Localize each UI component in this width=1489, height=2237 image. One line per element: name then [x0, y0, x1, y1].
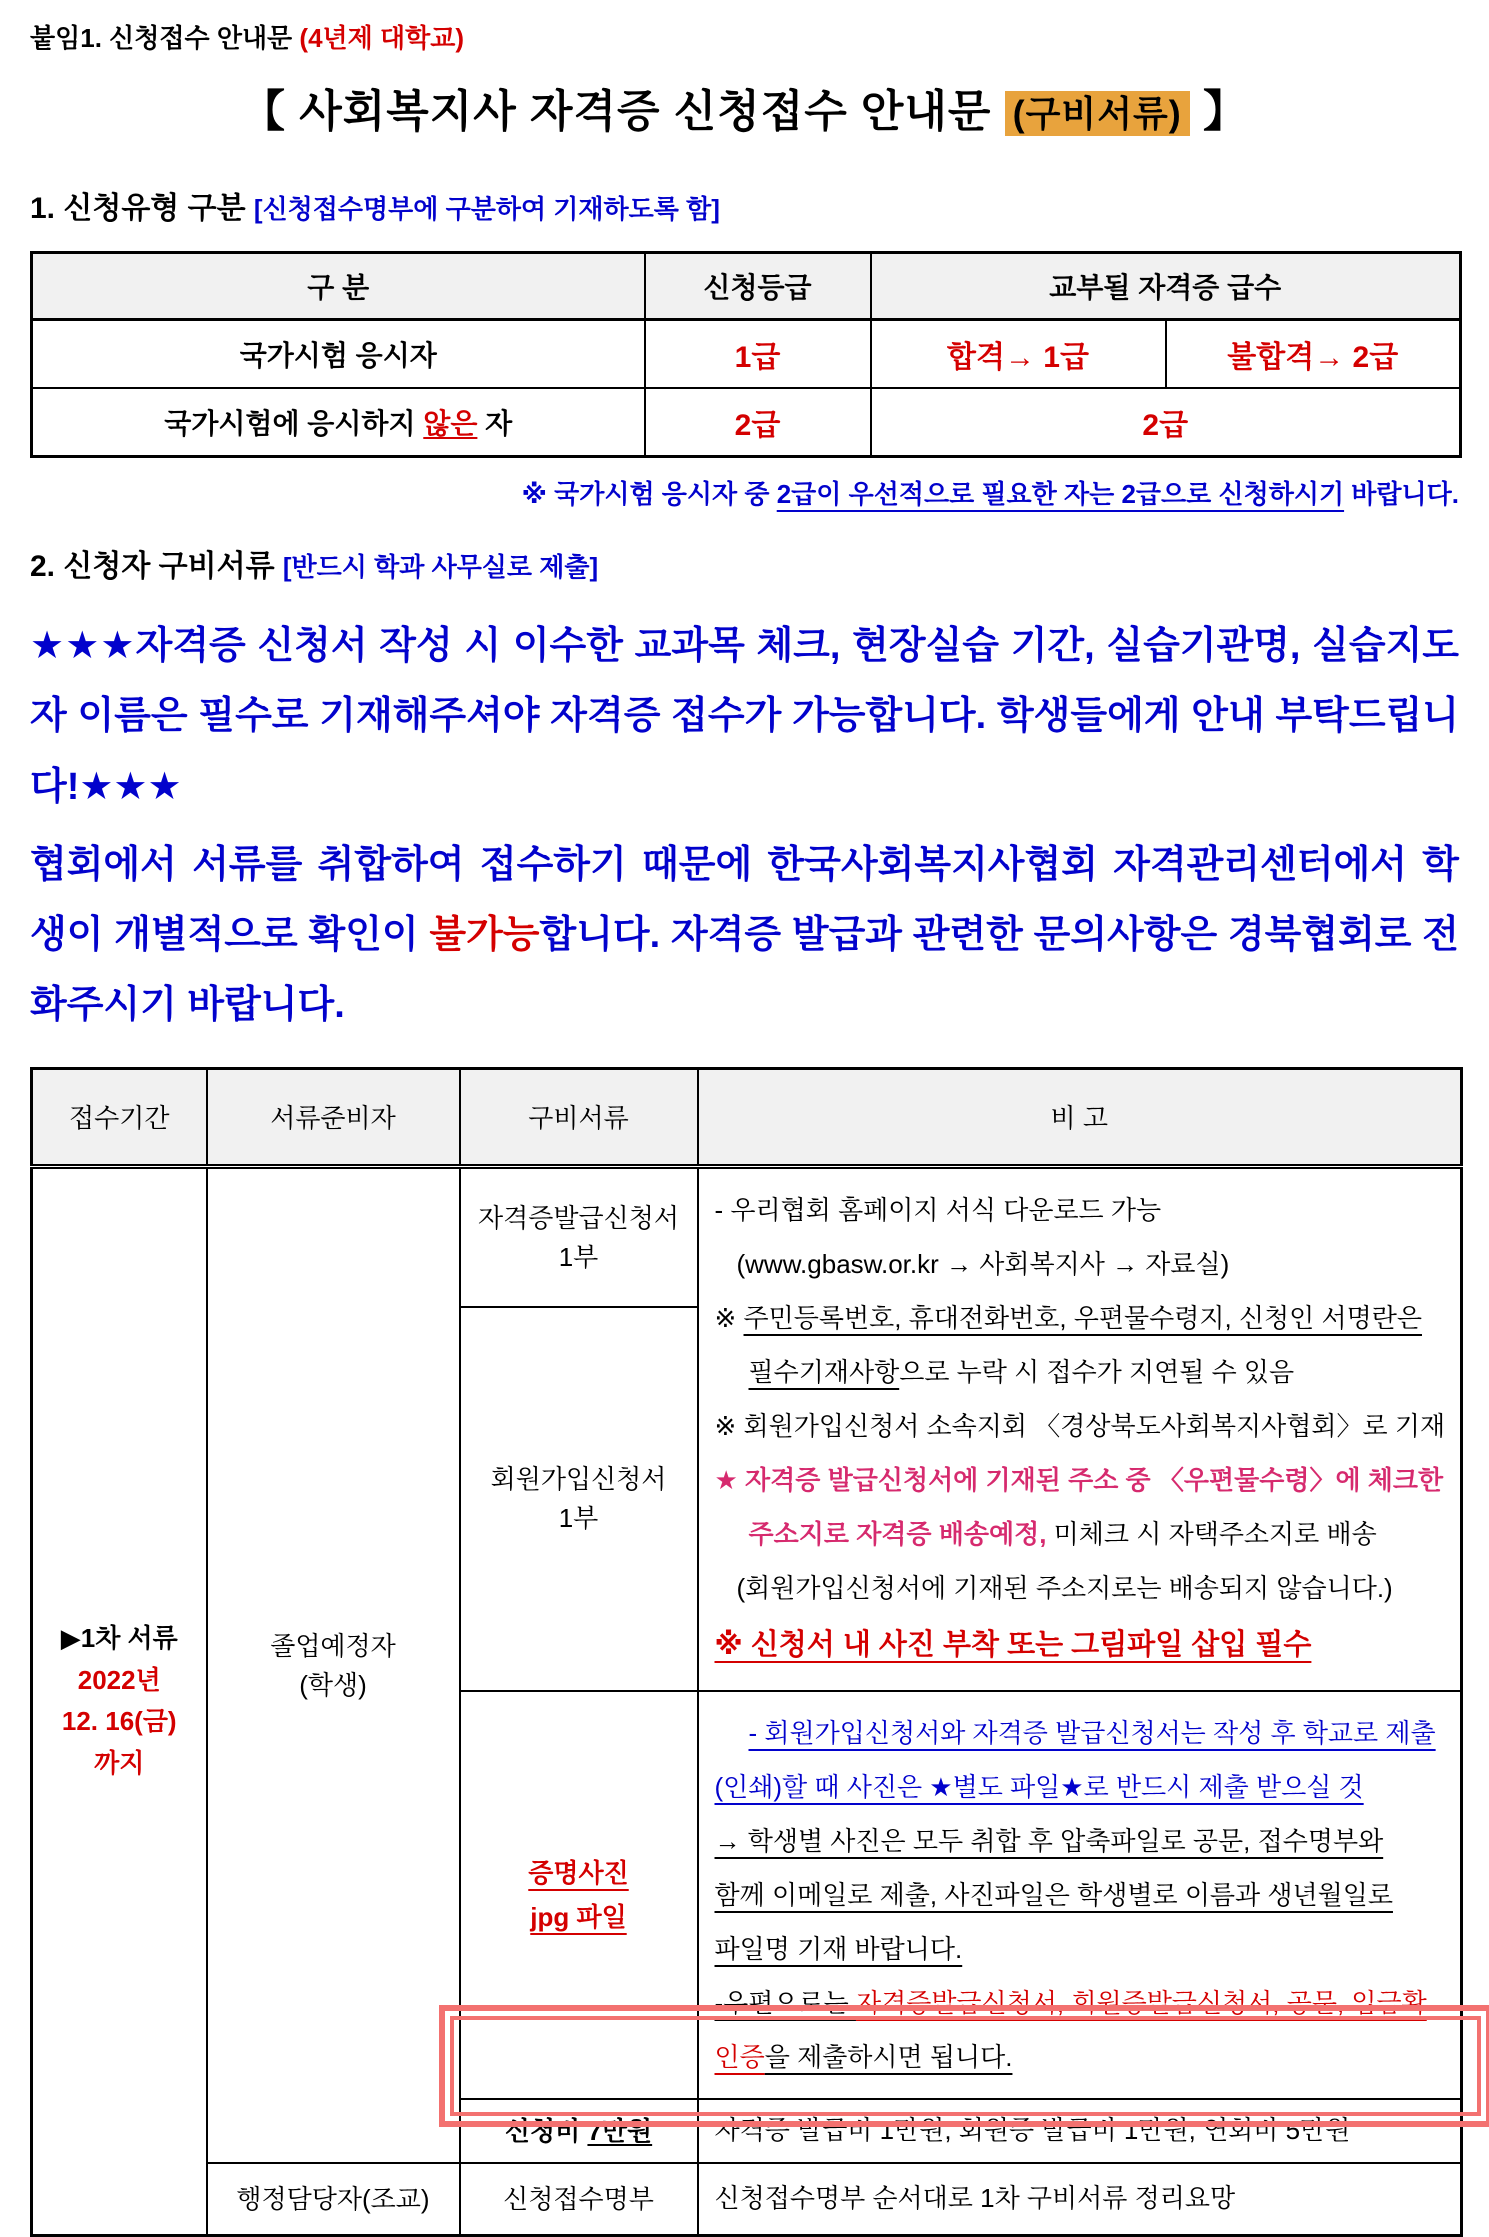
remark-delivery [715, 1507, 1451, 1561]
remark-required-underlined: 주민등록번호, 휴대전화번호, 우편물수령지, 신청인 서명란은 [743, 1302, 1422, 1333]
row-roster [32, 2163, 1462, 2235]
cell-exam-category: 국가시험 응시자 [32, 320, 645, 389]
grade-table-header-issued: 교부될 자격증 급수 [871, 253, 1461, 320]
cell-doc-cert-application [460, 1166, 698, 1307]
remark-required2-underlined: 필수기재사항 [748, 1357, 900, 1388]
cell-noexam-issued: 2급 [871, 388, 1461, 457]
mail-docs2-red: 인증 [714, 2042, 765, 2073]
photo-remark-email: 함께 이메일로 제출, 사진파일은 학생별로 이름과 생년월일로 [714, 1879, 1393, 1910]
notice1-text: ★★★자격증 신청서 작성 시 이수한 교과목 체크, 현장실습 기간, 실습기관명, 실습지도자 이름은 필수로 기재해주셔야 자격증 접수가 가능합니다. 학생들에게 안내 부탁드립니다!★★★ [30, 625, 1459, 808]
noexam-emphasis: 않은 [423, 408, 478, 439]
remark-url-path: (www.gbasw.or.kr → 사회복지사 → 자료실) [736, 1248, 1230, 1279]
grade-table-header-row [32, 253, 1461, 320]
cell-remarks-top [698, 1166, 1462, 1690]
mail-docs-pre: -우편으로는 [714, 1988, 856, 2019]
remark-required-fields [715, 1291, 1451, 1345]
cell-preparer-admin: 행정담당자(조교) [207, 2163, 460, 2235]
mail-docs-red: 자격증발급신청서, 회원증발급신청서, 공문, 입금확 [855, 1988, 1427, 2019]
remark-no-delivery: (회원가입신청서에 기재된 주소지로는 배송되지 않습니다.) [736, 1573, 1393, 1604]
title-text: 【 사회복지사 자격증 신청접수 안내문 [240, 87, 1005, 136]
period-line1: ▶1차 서류 [60, 1623, 178, 1654]
note-pre: ※ 국가시험 응시자 중 [521, 479, 777, 509]
title-close-bracket: 】 [1189, 87, 1248, 136]
attachment-line [30, 0, 1459, 55]
section1-note: [신청접수명부에 구분하여 기재하도록 함] [253, 194, 720, 224]
section2-note: [반드시 학과 사무실로 제출] [282, 552, 599, 582]
cell-exam-pass: 합격→ 1급 [871, 320, 1166, 389]
photo-remark-zip: → 학생별 사진은 모두 취합 후 압축파일로 공문, 접수명부와 [714, 1825, 1384, 1856]
preparer-student-line2: (학생) [299, 1669, 367, 1700]
noexam-post: 자 [477, 408, 513, 439]
fee-label-pre: 신청비 [504, 2115, 588, 2146]
documents-table [30, 1067, 1463, 2237]
remark-required-fields-2 [715, 1345, 1451, 1399]
period-line2: 2022년 [77, 1664, 161, 1695]
roster-remark-text: 신청접수명부 순서대로 1차 구비서류 정리요망 [714, 2183, 1236, 2214]
remark-branch: ※ 회원가입신청서 소속지회 〈경상북도사회복지사협회〉로 기재 [714, 1411, 1446, 1442]
section2-title: 2. 신청자 구비서류 [30, 550, 283, 583]
note-underlined: 2급이 우선적으로 필요한 자는 2급으로 신청하시기 [776, 479, 1345, 509]
period-line4: 까지 [94, 1747, 145, 1778]
remark-delivery-rest: 미체크 시 자택주소지로 배송 [1046, 1519, 1377, 1550]
cell-doc-member-application [460, 1307, 698, 1690]
cell-fee-remark [698, 2099, 1462, 2163]
photo-line2: jpg 파일 [530, 1901, 627, 1932]
photo-remark-separate-file: (인쇄)할 때 사진은 ★별도 파일★로 반드시 제출 받으실 것 [714, 1771, 1364, 1802]
cell-noexam-grade: 2급 [645, 388, 871, 457]
notice2-tail: 합니다. 자격증 발급과 관련한 문의사항은 경북협회로 전화주시기 바랍니다. [30, 914, 1459, 1027]
grade-table-header-category: 구 분 [32, 253, 645, 320]
header-preparer: 서류준비자 [207, 1068, 460, 1166]
photo-line1: 증명사진 [528, 1857, 629, 1888]
cert-app-line1: 자격증발급신청서 [478, 1202, 679, 1233]
photo-remark-mail-docs-2 [715, 2030, 1451, 2084]
remark-photo-required: ※ 신청서 내 사진 부착 또는 그림파일 삽입 필수 [714, 1629, 1312, 1662]
cell-remarks-photo [698, 1691, 1462, 2100]
cell-doc-roster: 신청접수명부 [460, 2163, 698, 2235]
mail-docs2-rest: 을 제출하시면 됩니다. [764, 2042, 1013, 2073]
remark-homepage: - 우리협회 홈페이지 서식 다운로드 가능 [714, 1194, 1162, 1225]
section2-heading [30, 541, 1459, 585]
cell-exam-fail: 불합격→ 2급 [1166, 320, 1461, 389]
grade-table [30, 251, 1462, 458]
note-tail: 바랍니다. [1344, 479, 1459, 509]
remark-required2-rest: 으로 누락 시 접수가 지연될 수 있음 [899, 1357, 1295, 1388]
photo-remark-submit: - 회원가입신청서와 자격증 발급신청서는 작성 후 학교로 제출 [748, 1717, 1436, 1748]
header-documents: 구비서류 [460, 1068, 698, 1166]
fee-amount: 7만원 [587, 2115, 653, 2146]
attachment-label: 붙임1. 신청접수 안내문 [30, 23, 300, 53]
member-app-line1: 회원가입신청서 [490, 1464, 667, 1495]
noexam-pre: 국가시험에 응시하지 [164, 408, 424, 439]
header-period: 접수기간 [32, 1068, 207, 1166]
grade-table-row-noexam [32, 388, 1461, 457]
section1-heading [30, 183, 1459, 227]
cell-fee-label [460, 2099, 698, 2163]
preparer-student-line1: 졸업예정자 [270, 1630, 396, 1661]
header-remarks: 비 고 [698, 1068, 1462, 1166]
cell-doc-photo [460, 1691, 698, 2100]
documents-table-wrapper [30, 1067, 1459, 2237]
notice-paragraph-1 [30, 611, 1459, 822]
title-highlight: (구비서류) [1005, 91, 1190, 136]
member-app-line2: 1부 [558, 1503, 599, 1534]
attachment-note: (4년제 대학교) [299, 23, 464, 53]
cell-noexam-category [32, 388, 645, 457]
row-cert-application [32, 1166, 1462, 1307]
cell-preparer-student [207, 1166, 460, 2163]
photo-remark-mail-docs [715, 1976, 1451, 2030]
grade-table-row-exam [32, 320, 1461, 389]
remark-mail-check: ★ 자격증 발급신청서에 기재된 주소 중 〈우편물수령〉에 체크한 [714, 1465, 1444, 1496]
fee-remark-text: 자격증 발급비 1만원, 회원증 발급비 1만원, 연회비 5만원 [714, 2115, 1351, 2146]
document-title [30, 75, 1459, 139]
photo-remark-filename: 파일명 기재 바랍니다. [714, 1934, 963, 1965]
cell-exam-grade: 1급 [645, 320, 871, 389]
cert-app-line2: 1부 [558, 1241, 599, 1272]
remark-required-marker: ※ [714, 1302, 744, 1333]
notice2-emphasis: 불가능 [429, 914, 540, 957]
notice-paragraph-2 [30, 830, 1459, 1041]
cell-period [32, 1166, 207, 2235]
section1-title: 1. 신청유형 구분 [30, 192, 254, 225]
notice2-pre: 협회에서 서류를 취합하여 접수하기 때문에 한국사회복지사협회 자격관리센터에서 학생이 개별적으로 확인이 [30, 843, 1459, 957]
cell-roster-remark [698, 2163, 1462, 2235]
documents-table-header-row [32, 1068, 1462, 1166]
grade-table-note [30, 474, 1459, 511]
period-line3: 12. 16(금) [61, 1706, 177, 1737]
remark-delivery-emphasis: 주소지로 자격증 배송예정, [748, 1519, 1047, 1550]
grade-table-header-apply: 신청등급 [645, 253, 871, 320]
